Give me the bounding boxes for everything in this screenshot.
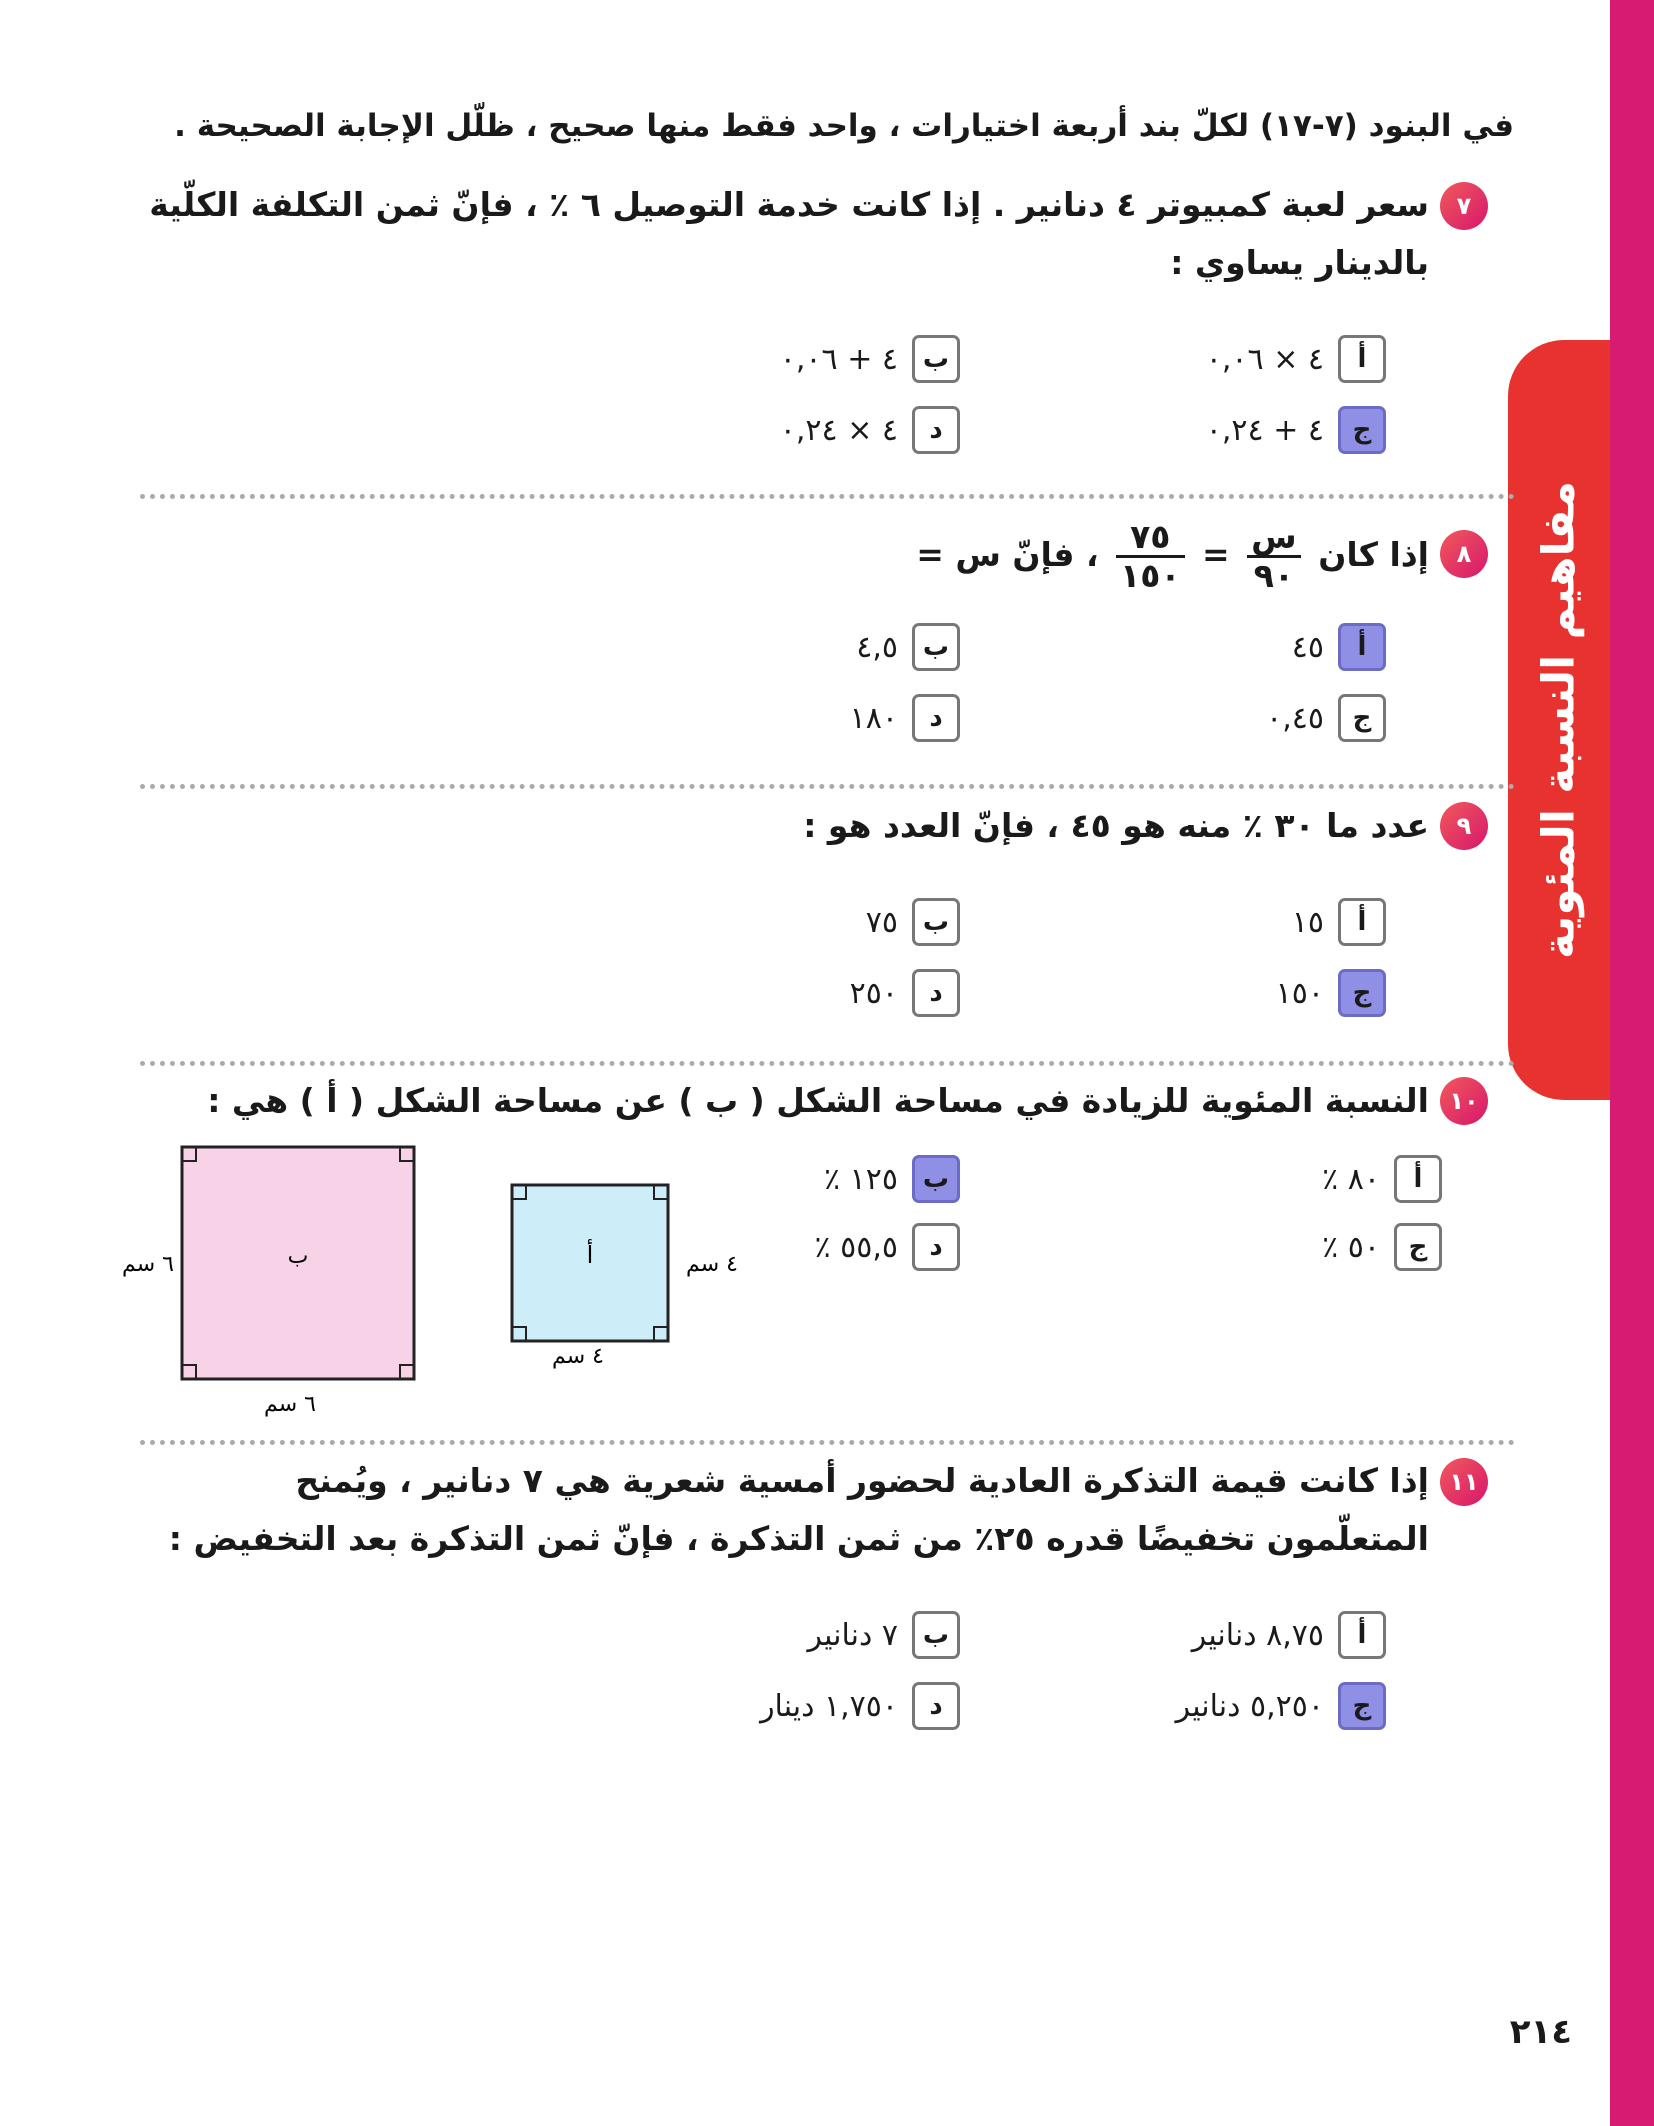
q8-option-d[interactable] bbox=[850, 691, 960, 745]
option-badge[interactable]: ب bbox=[912, 623, 960, 671]
q11-option-d[interactable] bbox=[760, 1679, 960, 1733]
option-text: ١٥ bbox=[1291, 904, 1324, 940]
option-text: ٨,٧٥ دنانير bbox=[1191, 1617, 1324, 1653]
separator bbox=[140, 1440, 1515, 1445]
option-badge[interactable]: ج bbox=[1394, 1223, 1442, 1271]
sidebar-title: مفاهيم النسبة المئوية bbox=[1533, 481, 1585, 959]
option-text: ١٢٥ ٪ bbox=[824, 1161, 898, 1197]
q9-option-b[interactable] bbox=[866, 895, 960, 949]
option-text: ٧ دنانير bbox=[807, 1617, 898, 1653]
option-badge[interactable]: د bbox=[912, 694, 960, 742]
option-text: ٤ × ٠,٠٦ bbox=[1205, 341, 1324, 377]
separator bbox=[140, 1061, 1515, 1066]
q9-option-a[interactable] bbox=[1292, 895, 1386, 949]
square-a-label: أ bbox=[586, 1241, 594, 1269]
square-b-label: ب bbox=[287, 1244, 309, 1269]
q10-option-c[interactable] bbox=[1322, 1220, 1442, 1274]
equals-sign: = bbox=[1202, 535, 1230, 574]
square-b-side-label: ٦ سم bbox=[122, 1252, 174, 1277]
option-badge[interactable]: ب bbox=[912, 898, 960, 946]
sidebar-strip bbox=[1610, 0, 1654, 2126]
q11-option-a[interactable] bbox=[1192, 1608, 1386, 1662]
separator bbox=[140, 494, 1515, 499]
option-text: ١٥٠ bbox=[1275, 975, 1324, 1011]
option-text: ٤,٥ bbox=[856, 629, 898, 665]
q10-option-d[interactable] bbox=[814, 1220, 960, 1274]
q10-option-a[interactable] bbox=[1322, 1152, 1442, 1206]
option-text: ١٨٠ bbox=[849, 700, 898, 736]
option-badge[interactable]: د bbox=[912, 1682, 960, 1730]
question-number-7: ٧ bbox=[1440, 182, 1488, 230]
fraction-75-over-150 bbox=[1116, 519, 1184, 594]
question-11-text: إذا كانت قيمة التذكرة العادية لحضور أمسية شعرية هي ٧ دنانير ، ويُمنح المتعلّمون تخفيضًا قدره ٢٥٪ من ثمن التذكرة ، فإنّ ثمن التذكرة بعد التخفيض : bbox=[168, 1461, 1429, 1558]
fraction-x-over-90 bbox=[1247, 519, 1301, 594]
option-text: ٤ + ٠,٢٤ bbox=[1205, 412, 1324, 448]
option-text: ٥٠ ٪ bbox=[1322, 1229, 1380, 1265]
option-badge[interactable]: أ bbox=[1338, 1611, 1386, 1659]
option-text: ٤٥ bbox=[1291, 629, 1324, 665]
option-text: ٤ + ٠,٠٦ bbox=[779, 341, 898, 377]
option-badge[interactable]: ج bbox=[1338, 694, 1386, 742]
sidebar-tab bbox=[1508, 340, 1610, 1100]
question-number-9: ٩ bbox=[1440, 802, 1488, 850]
q8-option-a[interactable] bbox=[1292, 620, 1386, 674]
question-7-text: سعر لعبة كمبيوتر ٤ دنانير . إذا كانت خدمة التوصيل ٦ ٪ ، فإنّ ثمن التكلفة الكلّية بالدينار يساوي : bbox=[149, 185, 1429, 282]
q11-option-c[interactable] bbox=[1176, 1679, 1386, 1733]
separator bbox=[140, 784, 1515, 789]
page-number: ٢١٤ bbox=[1509, 2012, 1572, 2052]
option-badge[interactable]: د bbox=[912, 1223, 960, 1271]
question-9-text: عدد ما ٣٠ ٪ منه هو ٤٥ ، فإنّ العدد هو : bbox=[803, 806, 1429, 845]
option-badge-selected[interactable]: أ bbox=[1338, 623, 1386, 671]
option-badge[interactable]: د bbox=[912, 969, 960, 1017]
option-text: ٢٥٠ bbox=[849, 975, 898, 1011]
instructions: في البنود (٧-١٧) لكلّ بند أربعة اختيارات ، واحد فقط منها صحيح ، ظلّل الإجابة الصحيحة . bbox=[174, 108, 1514, 144]
option-badge[interactable]: ب bbox=[912, 335, 960, 383]
square-a-side-label: ٤ سم bbox=[686, 1252, 738, 1277]
question-number-11: ١١ bbox=[1440, 1458, 1488, 1506]
fraction-numerator: ٧٥ bbox=[1116, 519, 1184, 558]
q8-option-c[interactable] bbox=[1266, 691, 1386, 745]
option-text: ٧٥ bbox=[865, 904, 898, 940]
q8-option-b[interactable] bbox=[856, 620, 960, 674]
question-10-text: النسبة المئوية للزيادة في مساحة الشكل ( ب ) عن مساحة الشكل ( أ ) هي : bbox=[207, 1081, 1429, 1120]
question-number-8: ٨ bbox=[1440, 530, 1488, 578]
fraction-denominator: ١٥٠ bbox=[1120, 556, 1181, 595]
option-badge[interactable]: أ bbox=[1394, 1155, 1442, 1203]
q11-option-b[interactable] bbox=[808, 1608, 960, 1662]
option-text: ١,٧٥٠ دينار bbox=[760, 1688, 898, 1724]
option-text: ٨٠ ٪ bbox=[1322, 1161, 1380, 1197]
q7-option-c[interactable] bbox=[1206, 403, 1386, 457]
option-badge[interactable]: أ bbox=[1338, 335, 1386, 383]
square-a-bottom-label: ٤ سم bbox=[552, 1344, 604, 1369]
q7-option-b[interactable] bbox=[780, 332, 960, 386]
option-badge[interactable]: د bbox=[912, 406, 960, 454]
fraction-numerator: س bbox=[1247, 519, 1301, 558]
fraction-denominator: ٩٠ bbox=[1253, 556, 1295, 595]
option-text: ٠,٤٥ bbox=[1266, 700, 1324, 736]
option-badge-selected[interactable]: ج bbox=[1338, 406, 1386, 454]
option-text: ٤ × ٠,٢٤ bbox=[779, 412, 898, 448]
q8-suffix: ، فإنّ س = bbox=[916, 535, 1099, 574]
question-number-10: ١٠ bbox=[1440, 1077, 1488, 1125]
question-8-text bbox=[916, 512, 1429, 598]
option-badge[interactable]: ب bbox=[912, 1611, 960, 1659]
option-badge-selected[interactable]: ج bbox=[1338, 1682, 1386, 1730]
option-text: ٥٥,٥ ٪ bbox=[814, 1229, 898, 1265]
option-badge-selected[interactable]: ب bbox=[912, 1155, 960, 1203]
square-b-bottom-label: ٦ سم bbox=[264, 1392, 316, 1417]
q9-option-c[interactable] bbox=[1276, 966, 1386, 1020]
option-text: ٥,٢٥٠ دنانير bbox=[1175, 1688, 1324, 1724]
q7-option-a[interactable] bbox=[1206, 332, 1386, 386]
q9-option-d[interactable] bbox=[850, 966, 960, 1020]
q7-option-d[interactable] bbox=[780, 403, 960, 457]
q10-option-b[interactable] bbox=[824, 1152, 960, 1206]
q8-prefix: إذا كان bbox=[1318, 535, 1429, 574]
q10-figures bbox=[100, 1135, 760, 1420]
option-badge-selected[interactable]: ج bbox=[1338, 969, 1386, 1017]
option-badge[interactable]: أ bbox=[1338, 898, 1386, 946]
